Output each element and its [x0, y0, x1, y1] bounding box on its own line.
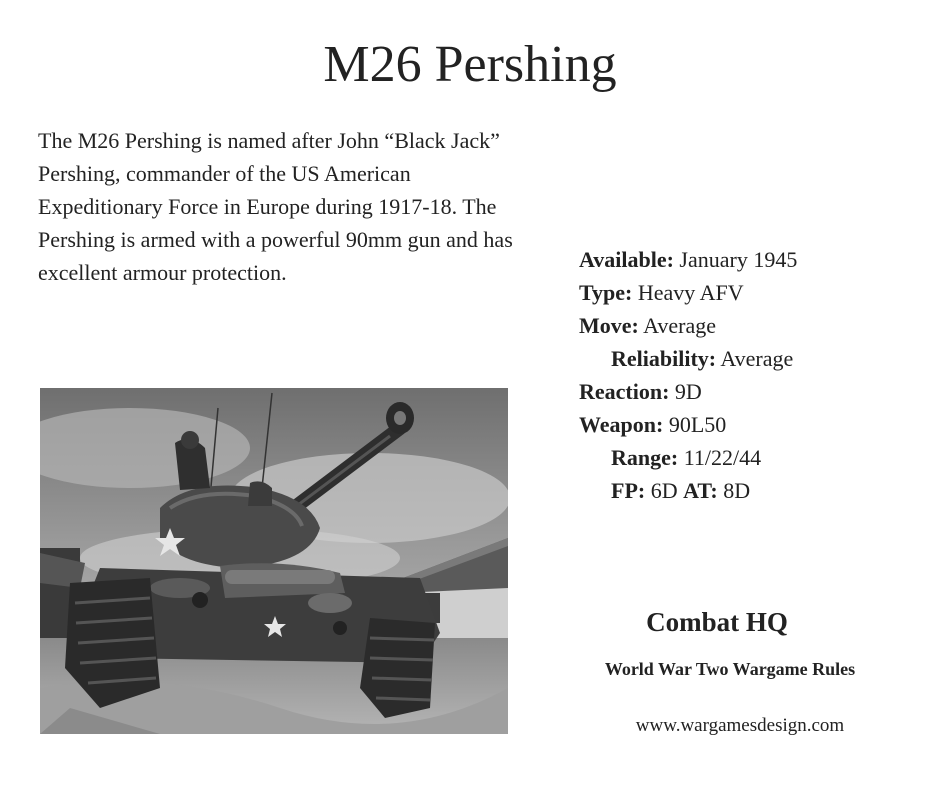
stat-label: FP: [611, 478, 646, 503]
stat-available [579, 243, 919, 276]
stat-value: 90L50 [668, 412, 727, 437]
brand-tagline: World War Two Wargame Rules [604, 659, 856, 679]
stat-value: Heavy AFV [637, 280, 744, 305]
stat-type [579, 276, 919, 309]
stat-weapon [579, 408, 919, 441]
stat-label: Available: [579, 247, 674, 272]
stat-label: Range: [611, 445, 679, 470]
page-title: M26 Pershing [323, 36, 617, 93]
stat-range [579, 441, 919, 474]
stat-value: January 1945 [679, 247, 798, 272]
vehicle-description: The M26 Pershing is named after John “Black Jack” Pershing, commander of the US American Expeditionary Force in Europe during 1917-18. The Pershing is armed with a powerful 90mm gun and has excellent armour protection. [38, 128, 513, 285]
stat-move [579, 309, 919, 342]
vehicle-stats [579, 243, 919, 507]
stat-reliability [579, 342, 919, 375]
stat-fp-at [579, 474, 919, 507]
website-link[interactable]: www.wargamesdesign.com [635, 715, 845, 736]
stat-label: Reliability: [611, 346, 717, 371]
tank-photo [40, 388, 508, 734]
stat-label: Weapon: [579, 412, 664, 437]
stat-value: 9D [674, 379, 702, 404]
stat-value: Average [720, 346, 794, 371]
stat-label: Type: [579, 280, 633, 305]
stat-value: 8D [723, 478, 751, 503]
stat-label: AT: [683, 478, 718, 503]
stat-value: Average [643, 313, 717, 338]
stat-label: Reaction: [579, 379, 670, 404]
stat-value: 11/22/44 [683, 445, 762, 470]
stat-value: 6D [650, 478, 678, 503]
brand-name: Combat HQ [646, 607, 788, 637]
stat-reaction [579, 375, 919, 408]
stat-label: Move: [579, 313, 639, 338]
